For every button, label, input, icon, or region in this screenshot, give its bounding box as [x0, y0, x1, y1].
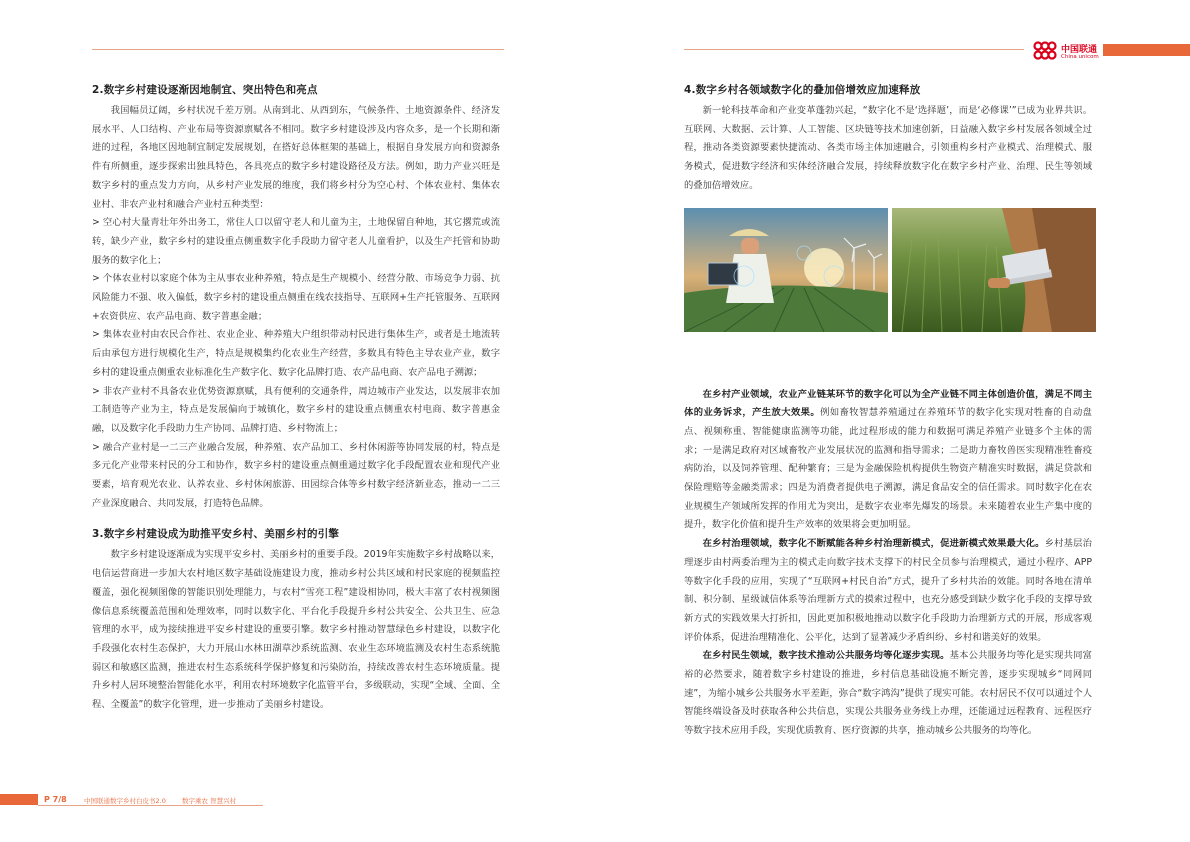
logo-text-en: China unicom: [1061, 54, 1099, 60]
governance-lead: 在乡村治理领域，数字化不断赋能各种乡村治理新模式，促进新模式效果最大化。: [702, 538, 1045, 550]
livelihood-paragraph: [684, 647, 1092, 741]
header-rule-right: [684, 49, 1024, 50]
unicom-knot-icon: [1032, 40, 1058, 62]
header-accent-bar: [1103, 44, 1190, 56]
footer-accent-bar: [0, 794, 38, 805]
governance-text: 乡村基层治理逐步由村两委治理为主的模式走向数字技术支撑下的村民全员参与治理模式，通过小程序、APP等数字化手段的应用，实现了“互联网+村民自治”方式，提升了乡村共治的效能。同时各地在清单制、积分制、星级诚信体系等治理新方式的摸索过程中，也充分感受到缺少数字化手段的支撑导致新方式的实践效果大打折扣，因此更加积极地推动以数字化手段助力治理新方式的开展，形成客观评价体系，促进治理精准化、公平化，达到了显著减少矛盾纠纷、乡村和谐美好的效果。: [684, 538, 1092, 643]
list-item-individual-village: > 个体农业村以家庭个体为主从事农业种养殖，特点是生产规模小、经营分散、市场竞争力弱、抗风险能力不强、收入偏低，数字乡村的建设重点侧重在线农技指导、互联网+生产托管服务、互联网+农资供应、农产品电商、数字普惠金融；: [92, 273, 500, 322]
left-column: [92, 82, 500, 715]
section-2-title: 2.数字乡村建设逐渐因地制宜、突出特色和亮点: [92, 84, 318, 96]
section-4-paragraph: 新一轮科技革命和产业变革蓬勃兴起，“数字化不是‘选择题’，而是‘必修课’”已成为业界共识。互联网、大数据、云计算、人工智能、区块链等技术加速创新，日益融入数字乡村发展各领域全过程，推动各类资源要素快捷流动、各类市场主体加速融合，引领重构乡村产业模式、治理模式、服务模式，促进数字经济和实体经济融合发展，持续释放数字化在数字乡村产业、治理、民生等领域的叠加倍增效应。: [684, 105, 1092, 191]
list-item-collective-village: > 集体农业村由农民合作社、农业企业、种养殖大户组织带动村民进行集体生产，或者是土地流转后由承包方进行规模化生产，特点是规模集约化农业生产经营，多数具有特色主导农业产业，数字乡村的建设重点侧重农业标准化生产数字化、数字化品牌打造、农产品电商、农产品电子溯源；: [92, 329, 500, 378]
header-rule-left: [92, 49, 504, 50]
industry-paragraph: [684, 386, 1092, 536]
footer-rule: [38, 805, 263, 806]
photo-row: [684, 208, 1092, 374]
section-3-title: 3.数字乡村建设成为助推平安乡村、美丽乡村的引擎: [92, 528, 340, 541]
farmer-laptop-photo: [892, 208, 1096, 332]
governance-paragraph: [684, 535, 1092, 647]
page-number: P 7/8: [44, 795, 67, 804]
industry-lead: 在乡村产业领域，农业产业链某环节的数字化可以为全产业链不同主体创造价值，满足不同主体的业务诉求，产生放大效果。: [684, 388, 1092, 419]
section-2-paragraph: 我国幅员辽阔，乡村状况千差万别。从南到北、从西到东，气候条件、土地资源条件、经济发展水平、人口结构、产业布局等资源禀赋各不相同。数字乡村建设涉及内容众多，是一个长期和渐进的过程，各地区因地制宜制定发展规划，在搭好总体框架的基础上，根据自身发展方向和资源条件有所侧重，逐步探索出独具特色，各具亮点的数字乡村建设路径及方法。例如，助力产业兴旺是数字乡村的重点发力方向，从乡村产业发展的维度，我们将乡村分为空心村、个体农业村、集体农业村、非农产业村和融合产业村五种类型：: [92, 105, 500, 210]
footer-doc-title: 中国联通数字乡村白皮书2.0: [84, 797, 166, 805]
logo-text-cn: 中国联通: [1061, 45, 1098, 55]
section-4-title: 4.数字乡村各领域数字化的叠加倍增效应加速释放: [684, 84, 921, 96]
industry-text: 例如畜牧智慧养殖通过在养殖环节的数字化实现对牲畜的自动盘点、视频称重、智能健康监测等功能，此过程形成的能力和数据可满足养殖产业链多个主体的需求；一是满足政府对区域畜牧产业发展状况的监测和指导需求；二是助力畜牧兽医实现精准牲畜疫病防治，以及饲养管理、配种繁育；三是为金融保险机构提供生物资产精准实时数据，满足贷款和保险理赔等金融类需求；四是为消费者提供电子溯源，满足食品安全的信任需求。同时数字化在农业规模生产领域所发挥的作用尤为突出，是数字农业率先爆发的场景。未来随着农业生产集中度的提升，数字化价值和提升生产效率的效果将会更加明显。: [684, 407, 1092, 531]
farmer-tablet-photo: [684, 208, 888, 332]
livelihood-text: 基本公共服务均等化是实现共同富裕的必然要求，随着数字乡村建设的推进，乡村信息基础设施不断完善，逐步实现城乡“同网同速”，为缩小城乡公共服务水平差距，弥合“数字鸿沟”提供了现实可能。农村居民不仅可以通过个人智能终端设备及时获取各种公共信息，实现公共服务业务线上办理，还能通过远程教育、远程医疗等数字技术应用手段，实现优质教育、医疗资源的共享，推动城乡公共服务的均等化。: [684, 650, 1092, 737]
footer-slogan: 数字乘农 智慧兴村: [182, 797, 237, 805]
section-3-paragraph: 数字乡村建设逐渐成为实现平安乡村、美丽乡村的重要手段。2019年实施数字乡村战略以来，电信运营商进一步加大农村地区数字基础设施建设力度，推动乡村公共区域和村民家庭的视频监控覆盖，强化视频图像的智能识别处理能力，与农村“雪亮工程”建设相协同，极大丰富了农村视频图像信息系统覆盖范围和处理效率，同时以数字化、平台化手段提升乡村公共安全、公共卫生、应急管理的水平，成为接续推进平安乡村建设的重要引擎。数字乡村推动智慧绿色乡村建设，以数字化手段强化农村生态保护，大力开展山水林田湖草沙系统监测、农业生态环境监测及农村生态系统脆弱区和敏感区监测，推进农村生态系统科学保护修复和污染防治，持续改善农村生态环境质量。提升乡村人居环境整治智能化水平，利用农村环境数字化监管平台，多级联动，实现“全域、全面、全程、全覆盖”的数字化管理，进一步推动了美丽乡村建设。: [92, 549, 500, 711]
list-item-integrated-village: > 融合产业村是一二三产业融合发展，种养殖、农产品加工、乡村休闲游等协同发展的村，特点是多元化产业带来村民的分工和协作，数字乡村的建设重点侧重通过数字化手段配置农业和现代产业要素，培育观光农业、认养农业、乡村休闲旅游、田园综合体等乡村数字经济新业态，推动一二三产业深度融合、共同发展，打造特色品牌。: [92, 441, 500, 509]
livelihood-lead: 在乡村民生领域，数字技术推动公共服务均等化逐步实现。: [702, 650, 950, 662]
list-item-hollow-village: > 空心村大量青壮年外出务工，常住人口以留守老人和儿童为主，土地保留自种地，其它撂荒或流转，缺少产业，数字乡村的建设重点侧重数字化手段助力留守老人儿童看护，以及生产托管和协助服务的数字化上；: [92, 217, 500, 266]
list-item-nonfarm-village: > 非农产业村不具备农业优势资源禀赋，具有便利的交通条件，周边城市产业发达，以发展非农加工制造等产业为主，特点是发展偏向于城镇化，数字乡村的建设重点侧重农村电商、数字普惠金融，以及数字化手段助力生产协同、品牌打造、乡村物流上；: [92, 385, 500, 434]
right-column: [684, 82, 1092, 741]
